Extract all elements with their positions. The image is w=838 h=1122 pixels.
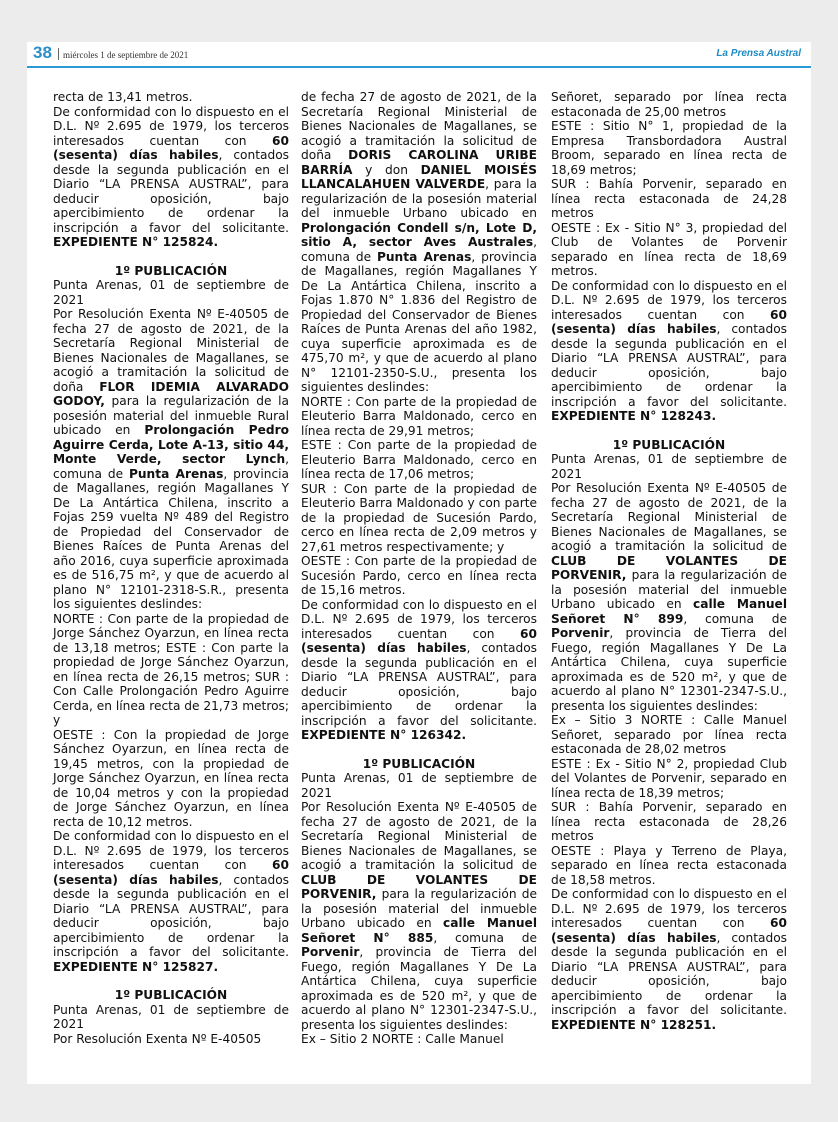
- bold-text: EXPEDIENTE N° 128243.: [551, 409, 717, 423]
- section-spacer: [53, 974, 289, 988]
- bold-text: EXPEDIENTE N° 128251.: [551, 1017, 717, 1032]
- text-run: Punta Arenas, 01 de septiembre de 2021: [551, 452, 787, 481]
- bold-text: Porvenir: [301, 945, 360, 959]
- text-run: ESTE : Ex - Sitio N° 2, propiedad Club del Volantes de Porvenir, separado en línea recta de 18,39 metros;: [551, 756, 787, 800]
- text-run: , provincia de Magallanes, región Magallanes Y De La Antártica Chilena, inscrito a Fojas 1.870 N° 1.836 del Registro de Propiedad del Conservador de Bienes Raíces de Punta Arenas del año 1982, cuya superficie aproximada es de 475,70 m², y que de acuerdo al plano N° 12101-2350-S.U., presenta los siguientes deslindes:: [301, 249, 537, 394]
- newspaper-brand: La Prensa Austral: [716, 48, 801, 59]
- section-spacer: [53, 250, 289, 264]
- notice-paragraph: [551, 119, 787, 177]
- text-run: NORTE : Con parte de la propiedad de Eleuterio Barra Maldonado, cerco en línea recta de 29,91 metros;: [301, 394, 537, 438]
- header-divider: [58, 48, 59, 60]
- notice-paragraph: [551, 279, 787, 424]
- notice-heading: 1º PUBLICACIÓN: [114, 988, 228, 1002]
- text-run: , contados desde la segunda publicación en el Diario “LA PRENSA AUSTRAL”, para deducir oposición, bajo apercibimiento de ordenar la inscripción a favor del solicitante.: [551, 322, 788, 409]
- text-run: Por Resolución Exenta Nº E-40505: [53, 1031, 262, 1046]
- text-run: SUR : Con parte de la propiedad de Eleuterio Barra Maldonado y con parte de la propiedad de Sucesión Pardo, cerco en línea recta de 2,09 metros y 27,61 metros respectivamente; y: [301, 481, 537, 554]
- text-run: Por Resolución Exenta Nº E-40505 de fecha 27 de agosto de 2021, de la Secretaría Regional Ministerial de Bienes Nacionales de Magallanes, se acogió a tramitación la solicitud de: [301, 800, 537, 872]
- text-run: Punta Arenas, 01 de septiembre de 2021: [53, 1002, 289, 1031]
- column-3: [551, 90, 787, 1032]
- bold-text: EXPEDIENTE N° 125827.: [53, 959, 219, 974]
- notice-paragraph: [53, 105, 289, 250]
- notice-heading: 1º PUBLICACIÓN: [362, 756, 476, 771]
- bold-text: Punta Arenas: [128, 466, 224, 481]
- text-run: Por Resolución Exenta Nº E-40505 de fecha 27 de agosto de 2021, de la Secretaría Regional Ministerial de Bienes Nacionales de Magallanes, se acogió a tramitación la solicitud de doña: [53, 307, 289, 394]
- text-run: De conformidad con lo dispuesto en el D.L. Nº 2.695 de 1979, los terceros interesados cuentan con: [53, 104, 289, 148]
- text-run: Ex – Sitio 3 NORTE : Calle Manuel Señoret, separado por línea recta estaconada de 28,02 metros: [551, 713, 787, 756]
- text-run: De conformidad con lo dispuesto en el D.L. Nº 2.695 de 1979, los terceros interesados cuentan con: [551, 887, 787, 930]
- column-2: [301, 90, 537, 1047]
- text-run: para la regularización de la posesión material del inmueble Urbano ubicado en: [551, 568, 787, 611]
- text-run: , provincia de Tierra del Fuego, región Magallanes Y De La Antártica Chilena, cuya superficie aproximada es de 520 m², y que de acuerdo al plano N° 12301-2347-S.U., presenta los siguientes deslindes:: [551, 626, 787, 713]
- section-spacer: [301, 743, 537, 757]
- bold-text: DANIEL MOISÉS LLANCALAHUEN VALVERDE: [301, 162, 537, 191]
- text-run: Por Resolución Exenta Nº E-40505 de fecha 27 de agosto de 2021, de la Secretaría Regional Ministerial de Bienes Nacionales de Magallanes, se acogió a tramitación la solicitud de: [551, 481, 787, 553]
- notice-paragraph: [301, 598, 537, 743]
- notice-paragraph: [301, 554, 537, 598]
- text-run: SUR : Bahía Porvenir, separado en línea recta estaconada de 24,28 metros: [551, 177, 787, 220]
- text-run: , contados desde la segunda publicación en el Diario “LA PRENSA AUSTRAL”, para deducir oposición, bajo apercibimiento de ordenar la inscripción a favor del solicitante.: [301, 641, 538, 728]
- page-number: 38: [33, 43, 52, 62]
- bold-text: DORIS CAROLINA URIBE BARRÍA: [301, 148, 537, 177]
- section-spacer: [551, 424, 787, 438]
- text-run: recta de 13,41 metros.: [53, 90, 193, 104]
- text-run: , para la regularización de la posesión material del inmueble Urbano ubicado en: [301, 177, 537, 220]
- text-run: OESTE : Con la propiedad de Jorge Sánchez Oyarzun, en línea recta de 19,45 metros, con la propiedad de Jorge Sánchez Oyarzun, en línea recta de 10,04 metros y con la propiedad de Jorge Sánchez Oyarzun, en línea recta de 10,12 metros.: [53, 727, 289, 829]
- notice-paragraph: [301, 438, 537, 482]
- bold-text: Prolongación Condell s/n, Lote D, sitio A, sector Aves Australes: [301, 220, 537, 249]
- notice-paragraph: [301, 482, 537, 555]
- text-run: , contados desde la segunda publicación en el Diario “LA PRENSA AUSTRAL”, para deducir oposición, bajo apercibimiento de ordenar la inscripción a favor del solicitante.: [53, 148, 290, 235]
- text-run: , contados desde la segunda publicación en el Diario “LA PRENSA AUSTRAL”, para deducir oposición, bajo apercibimiento de ordenar la inscripción a favor del solicitante.: [53, 872, 290, 959]
- bold-text: CLUB DE VOLANTES DE PORVENIR,: [551, 553, 787, 582]
- notice-paragraph: [551, 757, 787, 801]
- text-run: , comuna de: [301, 235, 537, 264]
- bold-text: calle Manuel Señoret N° 885: [301, 916, 538, 945]
- notice-paragraph: [53, 612, 289, 728]
- notice-paragraph: [301, 1032, 537, 1047]
- bold-text: Prolongación Pedro Aguirre Cerda, Lote A-13, sitio 44, Monte Verde, sector Lynch: [53, 423, 289, 466]
- bold-text: CLUB DE VOLANTES DE PORVENIR,: [301, 872, 537, 901]
- notice-paragraph: [53, 278, 289, 307]
- text-run: OESTE : Ex - Sitio N° 3, propiedad del Club de Volantes de Porvenir separado en línea recta de 18,69 metros.: [551, 220, 787, 278]
- notice-heading: 1º PUBLICACIÓN: [612, 437, 726, 452]
- text-run: ESTE : Con parte de la propiedad de Eleuterio Barra Maldonado, cerco en línea recta de 17,06 metros;: [301, 438, 537, 481]
- text-run: , provincia de Tierra del Fuego, región Magallanes Y De La Antártica Chilena, cuya superficie aproximada es de 520 m², y que de acuerdo al plano N° 12301-2347-S.U., presenta los siguientes deslindes:: [301, 945, 537, 1032]
- bold-text: Punta Arenas: [376, 249, 472, 264]
- notice-paragraph: [551, 177, 787, 221]
- notice-paragraph: [301, 771, 537, 800]
- bold-text: FLOR IDEMIA ALVARADO GODOY,: [53, 379, 289, 408]
- text-run: , comuna de: [433, 930, 537, 945]
- bold-text: 60 (sesenta) días habiles: [551, 307, 787, 336]
- text-run: , contados desde la segunda publicación en el Diario “LA PRENSA AUSTRAL”, para deducir oposición, bajo apercibimiento de ordenar la inscripción a favor del solicitante.: [551, 930, 788, 1017]
- bold-text: calle Manuel Señoret N° 899: [551, 597, 788, 626]
- notice-paragraph: [551, 90, 787, 119]
- notice-paragraph: [53, 1003, 289, 1032]
- text-run: Punta Arenas, 01 de septiembre de 2021: [301, 771, 537, 800]
- notice-paragraph: [551, 887, 787, 1032]
- newspaper-page: [27, 42, 811, 1084]
- notice-paragraph: [53, 307, 289, 612]
- issue-date: miércoles 1 de septiembre de 2021: [63, 50, 189, 60]
- notice-paragraph: [53, 829, 289, 974]
- notice-paragraph: [53, 90, 289, 105]
- notice-paragraph: [551, 221, 787, 279]
- text-run: OESTE : Playa y Terreno de Playa, separado en línea recta estaconada de 18,58 metros.: [551, 843, 787, 887]
- text-run: , comuna de: [53, 452, 289, 481]
- text-run: para la regularización de la posesión material del inmueble Urbano ubicado en: [301, 887, 537, 930]
- notice-paragraph: [551, 481, 787, 713]
- text-run: de fecha 27 de agosto de 2021, de la Secretaría Regional Ministerial de Bienes Nacionales de Magallanes, se acogió a tramitación la solicitud de doña: [301, 90, 537, 162]
- page-header: [27, 42, 811, 68]
- bold-text: 60 (sesenta) días habiles: [53, 858, 289, 887]
- text-run: , comuna de: [683, 611, 787, 626]
- notice-paragraph: [53, 728, 289, 830]
- notice-paragraph: [551, 844, 787, 888]
- text-run: para la regularización de la posesión material del inmueble Rural ubicado en: [53, 394, 289, 437]
- text-run: Ex – Sitio 2 NORTE : Calle Manuel: [301, 1032, 504, 1046]
- notice-paragraph: [301, 800, 537, 1032]
- notice-heading: 1º PUBLICACIÓN: [114, 263, 228, 278]
- bold-text: EXPEDIENTE N° 125824.: [53, 235, 219, 249]
- notice-paragraph: [53, 1032, 289, 1047]
- text-run: OESTE : Con parte de la propiedad de Sucesión Pardo, cerco en línea recta de 15,16 metros.: [301, 554, 537, 597]
- text-run: Punta Arenas, 01 de septiembre de 2021: [53, 278, 289, 307]
- text-run: De conformidad con lo dispuesto en el D.L. Nº 2.695 de 1979, los terceros interesados cuentan con: [301, 597, 537, 641]
- text-run: Señoret, separado por línea recta estaconada de 25,00 metros: [551, 90, 787, 119]
- bold-text: 60 (sesenta) días habiles: [301, 626, 537, 655]
- text-run: SUR : Bahía Porvenir, separado en línea recta estaconada de 28,26 metros: [551, 800, 787, 843]
- text-run: NORTE : Con parte de la propiedad de Jorge Sánchez Oyarzun, en línea recta de 13,18 metros; ESTE : Con parte la propiedad de Jorge Sánchez Oyarzun, en línea recta de 26,15 metros; SUR : Con Calle Prolongación Pedro Aguirre Cerda, en línea recta de 21,73 metros; y: [53, 611, 289, 727]
- text-run: ESTE : Sitio N° 1, propiedad de la Empresa Transbordadora Austral Broom, separado en línea recta de 18,69 metros;: [551, 119, 787, 177]
- bold-text: EXPEDIENTE N° 126342.: [301, 728, 467, 742]
- bold-text: 60 (sesenta) días habiles: [551, 916, 787, 945]
- notice-paragraph: [551, 713, 787, 757]
- notice-paragraph: [551, 800, 787, 844]
- notice-paragraph: [301, 90, 537, 395]
- column-1: [53, 90, 289, 1046]
- bold-text: 60 (sesenta) días habiles: [53, 133, 289, 162]
- notice-paragraph: [301, 395, 537, 439]
- text-run: y don: [352, 162, 421, 177]
- text-run: De conformidad con lo dispuesto en el D.L. Nº 2.695 de 1979, los terceros interesados cuentan con: [551, 278, 787, 322]
- text-run: De conformidad con lo dispuesto en el D.L. Nº 2.695 de 1979, los terceros interesados cuentan con: [53, 829, 289, 872]
- bold-text: Porvenir: [551, 626, 610, 640]
- notice-paragraph: [551, 452, 787, 481]
- text-run: , provincia de Magallanes, región Magallanes Y De La Antártica Chilena, inscrito a Fojas 259 vuelta Nº 489 del Registro de Propiedad del Conservador de Bienes Raíces de Punta Arenas del año 2016, cuya superficie aproximada es de 516,75 m², y que de acuerdo al plano N° 12101-2318-S.R., presenta los siguientes deslindes:: [53, 466, 289, 611]
